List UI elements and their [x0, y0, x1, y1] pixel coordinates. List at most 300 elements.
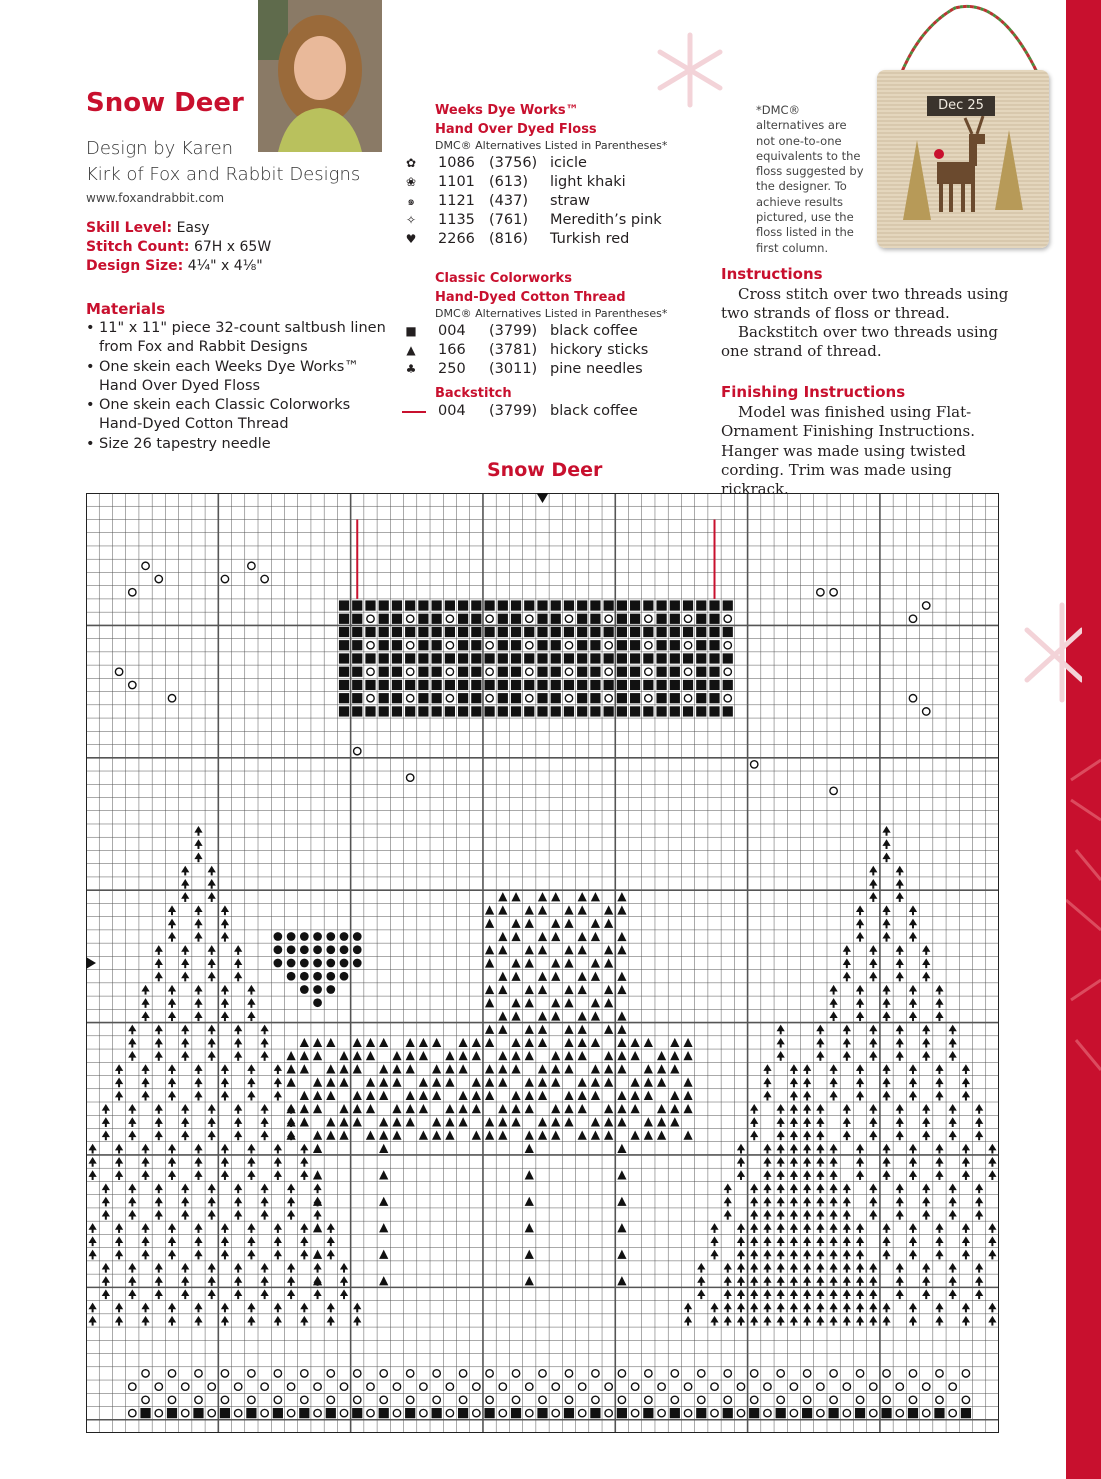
stitch-pine-needles	[899, 1294, 901, 1299]
stitch-pine-needles	[740, 1281, 742, 1286]
stitch-pine-needles	[952, 1122, 954, 1127]
stitch-pine-needles	[886, 1241, 888, 1246]
stitch-pine-needles	[250, 1241, 252, 1246]
stitch-pine-needles	[806, 1320, 808, 1325]
stitch-black-coffee	[445, 653, 455, 663]
stitch-black-coffee	[524, 680, 534, 690]
stitch-icicle	[737, 1409, 744, 1416]
stitch-icicle	[936, 1370, 943, 1377]
stitch-hickory-sticks	[617, 1038, 626, 1047]
stitch-pine-needles	[886, 937, 888, 942]
stitch-pine-needles	[197, 1069, 199, 1074]
stitch-pine-needles	[158, 1135, 160, 1140]
stitch-hickory-sticks	[485, 1078, 494, 1087]
stitch-icicle	[459, 1370, 466, 1377]
stitch-hickory-sticks	[326, 1130, 335, 1139]
stitch-icicle	[724, 668, 731, 675]
stitch-pine-needles	[952, 1281, 954, 1286]
stitch-black-coffee	[471, 680, 481, 690]
stitch-pine-needles	[912, 989, 914, 994]
stitch-pine-needles	[846, 950, 848, 955]
stitch-pine-needles	[714, 1241, 716, 1246]
stitch-black-coffee	[392, 680, 402, 690]
stitch-pine-needles	[330, 1254, 332, 1259]
stitch-hickory-sticks	[339, 1117, 348, 1126]
stitch-pine-needles	[118, 1307, 120, 1312]
stitch-pine-needles	[793, 1294, 795, 1299]
stitch-pine-needles	[118, 1082, 120, 1087]
stitch-pine-needles	[872, 1135, 874, 1140]
stitch-icicle	[446, 1383, 453, 1390]
stitch-pine-needles	[211, 1029, 213, 1034]
stitch-black-coffee	[498, 693, 508, 703]
stitch-black-coffee	[405, 600, 415, 610]
stitch-black-coffee	[352, 653, 362, 663]
stitch-pine-needles	[224, 1095, 226, 1100]
stitch-pine-needles	[833, 1016, 835, 1021]
stitch-black-coffee	[458, 600, 468, 610]
stitch-hickory-sticks	[326, 1064, 335, 1073]
stitch-pine-needles	[237, 976, 239, 981]
stitch-icicle	[711, 1383, 718, 1390]
stitch-icicle	[671, 1370, 678, 1377]
design-credit-line-1: Design by Karen	[86, 138, 234, 159]
merediths-pink-symbol-icon: ✧	[405, 213, 417, 227]
stitch-pine-needles	[197, 1241, 199, 1246]
stitch-hickory-sticks	[538, 985, 547, 994]
stitch-icicle	[287, 1383, 294, 1390]
stitch-pine-needles	[886, 989, 888, 994]
stitch-hickory-sticks	[644, 1078, 653, 1087]
stitch-black-coffee	[140, 1408, 150, 1418]
stitch-icicle	[367, 642, 374, 649]
stitch-black-coffee	[511, 640, 521, 650]
stitch-hickory-sticks	[591, 1078, 600, 1087]
stitch-pine-needles	[264, 1215, 266, 1220]
stitch-pine-needles	[886, 1175, 888, 1180]
stitch-icicle	[605, 668, 612, 675]
stitch-hickory-sticks	[485, 1117, 494, 1126]
stitch-pine-needles	[290, 1122, 292, 1127]
stitch-black-coffee	[458, 693, 468, 703]
skill-level	[86, 219, 210, 238]
stitch-icicle	[830, 1370, 837, 1377]
stitch-black-coffee	[590, 667, 600, 677]
stitch-black-coffee	[590, 693, 600, 703]
stitch-icicle	[155, 1409, 162, 1416]
stitch-hickory-sticks	[617, 932, 626, 941]
stitch-pine-needles	[211, 1056, 213, 1061]
stitch-black-coffee	[577, 693, 587, 703]
stitch-pine-needles	[899, 1281, 901, 1286]
stitch-pine-needles	[753, 1215, 755, 1220]
stitch-turkish-red	[353, 959, 362, 968]
stitch-hickory-sticks	[406, 1051, 415, 1060]
stitch-icicle	[195, 1396, 202, 1403]
stitch-hickory-sticks	[485, 1091, 494, 1100]
legend-dmc: (437)	[489, 193, 528, 209]
stitch-icicle	[817, 589, 824, 596]
stitch-turkish-red	[313, 998, 322, 1007]
stitch-pine-needles	[780, 1148, 782, 1153]
stitch-pine-needles	[145, 1069, 147, 1074]
stitch-hickory-sticks	[670, 1038, 679, 1047]
stitch-pine-needles	[224, 910, 226, 915]
stitch-icicle	[208, 1409, 215, 1416]
stitch-pine-needles	[700, 1268, 702, 1273]
stitch-pine-needles	[899, 870, 901, 875]
stitch-pine-needles	[766, 1162, 768, 1167]
stitch-pine-needles	[184, 1029, 186, 1034]
stitch-pine-needles	[766, 1320, 768, 1325]
stitch-pine-needles	[859, 1162, 861, 1167]
stitch-black-coffee	[365, 600, 375, 610]
stitch-black-coffee	[471, 693, 481, 703]
stitch-pine-needles	[303, 1254, 305, 1259]
stitch-icicle	[287, 1409, 294, 1416]
stitch-black-coffee	[709, 627, 719, 637]
stitch-hickory-sticks	[564, 1091, 573, 1100]
stitch-turkish-red	[287, 959, 296, 968]
list-item: • One skein each Classic Colorworks Hand-Dyed Cotton Thread	[86, 396, 386, 435]
stitch-pine-needles	[317, 1215, 319, 1220]
stitch-pine-needles	[925, 1281, 927, 1286]
stitch-hickory-sticks	[432, 1117, 441, 1126]
weeks-heading-line-2: Hand Over Dyed Floss	[435, 122, 597, 137]
stitch-hickory-sticks	[644, 1064, 653, 1073]
stitch-hickory-sticks	[406, 1038, 415, 1047]
stitch-black-coffee	[379, 1408, 389, 1418]
stitch-icicle	[221, 1396, 228, 1403]
stitch-pine-needles	[886, 1254, 888, 1259]
stitch-black-coffee	[418, 693, 428, 703]
stitch-pine-needles	[793, 1201, 795, 1206]
stitch-black-coffee	[352, 600, 362, 610]
stitch-pine-needles	[197, 1307, 199, 1312]
stitch-black-coffee	[392, 600, 402, 610]
stitch-icicle	[645, 668, 652, 675]
stitch-icicle	[684, 642, 691, 649]
stitch-pine-needles	[740, 1148, 742, 1153]
stitch-pine-needles	[833, 1188, 835, 1193]
stitch-black-coffee	[471, 600, 481, 610]
stitch-icicle	[367, 668, 374, 675]
stitch-icicle	[605, 615, 612, 622]
stitch-pine-needles	[859, 910, 861, 915]
stitch-pine-needles	[899, 1056, 901, 1061]
stitch-hickory-sticks	[591, 932, 600, 941]
stitch-hickory-sticks	[326, 1038, 335, 1047]
stitch-icicle	[129, 681, 136, 688]
finishing-heading: Finishing Instructions	[721, 383, 906, 401]
stitch-hickory-sticks	[604, 1051, 613, 1060]
legend-dmc: (816)	[489, 231, 528, 247]
stitch-hickory-sticks	[617, 1104, 626, 1113]
stitch-black-coffee	[643, 706, 653, 716]
stitch-black-coffee	[802, 1408, 812, 1418]
stitch-pine-needles	[925, 1294, 927, 1299]
stitch-black-coffee	[524, 706, 534, 716]
stitch-hickory-sticks	[339, 1104, 348, 1113]
stitch-hickory-sticks	[578, 1104, 587, 1113]
stitch-pine-needles	[237, 1029, 239, 1034]
list-item: • 11" x 11" piece 32-count saltbush linen from Fox and Rabbit Designs	[86, 319, 386, 358]
stitch-pine-needles	[158, 1215, 160, 1220]
stitch-pine-needles	[806, 1281, 808, 1286]
stitch-black-coffee	[458, 680, 468, 690]
stitch-icicle	[367, 1409, 374, 1416]
stitch-pine-needles	[118, 1241, 120, 1246]
stitch-pine-needles	[224, 1254, 226, 1259]
stitch-pine-needles	[833, 1294, 835, 1299]
stitch-hickory-sticks	[683, 1038, 692, 1047]
stitch-hickory-sticks	[472, 1038, 481, 1047]
stitch-pine-needles	[714, 1228, 716, 1233]
stitch-black-coffee	[405, 1408, 415, 1418]
stitch-pine-needles	[833, 1254, 835, 1259]
stitch-pine-needles	[846, 1254, 848, 1259]
stitch-black-coffee	[590, 706, 600, 716]
stitch-pine-needles	[938, 1241, 940, 1246]
stitch-hickory-sticks	[445, 1104, 454, 1113]
stitch-turkish-red	[340, 945, 349, 954]
stitch-pine-needles	[806, 1188, 808, 1193]
stitch-pine-needles	[833, 1307, 835, 1312]
stitch-icicle	[406, 1396, 413, 1403]
stitch-pine-needles	[806, 1294, 808, 1299]
stitch-pine-needles	[290, 1215, 292, 1220]
stitch-pine-needles	[727, 1294, 729, 1299]
stitch-black-coffee	[432, 640, 442, 650]
stitch-hickory-sticks	[617, 892, 626, 901]
stitch-icicle	[486, 642, 493, 649]
stitch-pine-needles	[264, 1122, 266, 1127]
stitch-hickory-sticks	[591, 998, 600, 1007]
legend-dmc: (613)	[489, 174, 528, 190]
stitch-hickory-sticks	[564, 985, 573, 994]
stitch-hickory-sticks	[591, 958, 600, 967]
stitch-black-coffee	[564, 653, 574, 663]
stitch-black-coffee	[537, 640, 547, 650]
stitch-pine-needles	[952, 1042, 954, 1047]
stitch-black-coffee	[537, 600, 547, 610]
stitch-hickory-sticks	[525, 1130, 534, 1139]
stitch-hickory-sticks	[353, 1064, 362, 1073]
stitch-pine-needles	[211, 1188, 213, 1193]
stitch-pine-needles	[330, 1228, 332, 1233]
stitch-hickory-sticks	[551, 958, 560, 967]
stitch-pine-needles	[197, 857, 199, 862]
stitch-icicle	[605, 1409, 612, 1416]
legend-code: 1121	[438, 193, 475, 209]
stitch-pine-needles	[872, 1042, 874, 1047]
stitch-icicle	[115, 668, 122, 675]
legend-color-name: icicle	[550, 155, 587, 171]
stitch-black-coffee	[484, 706, 494, 716]
stitch-black-coffee	[590, 627, 600, 637]
stitch-hickory-sticks	[353, 1104, 362, 1113]
stitch-pine-needles	[833, 1162, 835, 1167]
stitch-black-coffee	[537, 706, 547, 716]
legend-color-name: Meredith’s pink	[550, 212, 662, 228]
stitch-hickory-sticks	[525, 1038, 534, 1047]
stitch-black-coffee	[709, 680, 719, 690]
stitch-icicle	[142, 562, 149, 569]
stitch-hickory-sticks	[657, 1130, 666, 1139]
stitch-pine-needles	[264, 1201, 266, 1206]
stitch-hickory-sticks	[485, 919, 494, 928]
stitch-pine-needles	[317, 1268, 319, 1273]
stitch-pine-needles	[197, 1148, 199, 1153]
stitch-pine-needles	[912, 1082, 914, 1087]
stitch-hickory-sticks	[419, 1038, 428, 1047]
stitch-pine-needles	[846, 1294, 848, 1299]
stitch-icicle	[856, 1370, 863, 1377]
stitch-pine-needles	[224, 1069, 226, 1074]
stitch-turkish-red	[340, 972, 349, 981]
stitch-turkish-red	[287, 945, 296, 954]
stitch-pine-needles	[806, 1095, 808, 1100]
stitch-black-coffee	[458, 667, 468, 677]
stitch-pine-needles	[912, 1069, 914, 1074]
stitch-hickory-sticks	[617, 1197, 626, 1206]
stitch-hickory-sticks	[657, 1078, 666, 1087]
stitch-black-coffee	[590, 640, 600, 650]
stitch-pine-needles	[118, 1069, 120, 1074]
stitch-icicle	[645, 695, 652, 702]
stitch-black-coffee	[683, 706, 693, 716]
stitch-pine-needles	[131, 1215, 133, 1220]
stitch-hickory-sticks	[392, 1064, 401, 1073]
stitch-black-coffee	[683, 600, 693, 610]
classic-subheading: DMC® Alternatives Listed in Parentheses*	[435, 307, 668, 320]
stitch-pine-needles	[938, 1254, 940, 1259]
stitch-pine-needles	[250, 1082, 252, 1087]
stitch-black-coffee	[511, 614, 521, 624]
stitch-black-coffee	[537, 1408, 547, 1418]
stitch-black-coffee	[670, 1408, 680, 1418]
stitch-hickory-sticks	[498, 932, 507, 941]
stitch-pine-needles	[184, 1281, 186, 1286]
stitch-black-coffee	[432, 600, 442, 610]
stitch-pine-needles	[184, 1294, 186, 1299]
stitch-icicle	[618, 1396, 625, 1403]
stitch-hickory-sticks	[432, 1038, 441, 1047]
stitch-pine-needles	[753, 1307, 755, 1312]
stitch-pine-needles	[250, 1095, 252, 1100]
stitch-icicle	[433, 1370, 440, 1377]
stitch-pine-needles	[806, 1241, 808, 1246]
stitch-pine-needles	[92, 1241, 94, 1246]
stitch-pine-needles	[846, 1320, 848, 1325]
stitch-pine-needles	[806, 1122, 808, 1127]
designer-photo	[258, 0, 382, 152]
stitch-pine-needles	[197, 989, 199, 994]
website-link[interactable]: www.foxandrabbit.com	[86, 191, 225, 205]
stitch-pine-needles	[780, 1056, 782, 1061]
stitch-black-coffee	[577, 667, 587, 677]
stitch-black-coffee	[471, 614, 481, 624]
stitch-hickory-sticks	[617, 1091, 626, 1100]
stitch-icicle	[248, 1370, 255, 1377]
stitch-pine-needles	[912, 1241, 914, 1246]
stitch-hickory-sticks	[379, 1170, 388, 1179]
stitch-hickory-sticks	[538, 1117, 547, 1126]
instructions-heading: Instructions	[721, 265, 823, 283]
stitch-pine-needles	[264, 1029, 266, 1034]
stitch-pine-needles	[224, 1175, 226, 1180]
stitch-pine-needles	[250, 1069, 252, 1074]
stitch-pine-needles	[211, 1294, 213, 1299]
stitch-hickory-sticks	[525, 998, 534, 1007]
stitch-pine-needles	[806, 1268, 808, 1273]
snowflake-icon	[1022, 600, 1082, 710]
stitch-black-coffee	[577, 627, 587, 637]
stitch-pine-needles	[211, 884, 213, 889]
stitch-pine-needles	[264, 1109, 266, 1114]
stitch-black-coffee	[564, 627, 574, 637]
stitch-pine-needles	[171, 923, 173, 928]
stitch-pine-needles	[303, 1162, 305, 1167]
stitch-pine-needles	[819, 1135, 821, 1140]
stitch-icicle	[724, 642, 731, 649]
stitch-black-coffee	[537, 614, 547, 624]
stitch-pine-needles	[925, 1188, 927, 1193]
stitch-pine-needles	[952, 1294, 954, 1299]
stitch-pine-needles	[872, 1122, 874, 1127]
stitch-icicle	[486, 695, 493, 702]
stitch-pine-needles	[925, 963, 927, 968]
stitch-hickory-sticks	[525, 1276, 534, 1285]
stitch-hickory-sticks	[286, 1064, 295, 1073]
stitch-pine-needles	[886, 831, 888, 836]
stitch-icicle	[751, 1396, 758, 1403]
stitch-pine-needles	[846, 1281, 848, 1286]
stitch-black-coffee	[458, 627, 468, 637]
stitch-pine-needles	[343, 1294, 345, 1299]
stitch-pine-needles	[171, 1003, 173, 1008]
stitch-pine-needles	[925, 1042, 927, 1047]
stitch-pine-needles	[224, 1016, 226, 1021]
stitch-black-coffee	[749, 1408, 759, 1418]
stitch-icicle	[671, 1396, 678, 1403]
stitch-turkish-red	[273, 945, 282, 954]
stitch-hickory-sticks	[379, 1197, 388, 1206]
stitch-icicle	[790, 1383, 797, 1390]
stitch-icicle	[711, 1409, 718, 1416]
stitch-pine-needles	[197, 1320, 199, 1325]
stitch-pine-needles	[158, 1188, 160, 1193]
stitch-pine-needles	[118, 1148, 120, 1153]
stitch-pine-needles	[872, 1188, 874, 1193]
stitch-pine-needles	[753, 1109, 755, 1114]
stitch-pine-needles	[793, 1254, 795, 1259]
stitch-pine-needles	[965, 1175, 967, 1180]
stitch-pine-needles	[938, 1162, 940, 1167]
stitch-icicle	[406, 774, 413, 781]
stitch-pine-needles	[145, 1095, 147, 1100]
stitch-hickory-sticks	[300, 1038, 309, 1047]
stitch-hickory-sticks	[564, 1051, 573, 1060]
stitch-pine-needles	[912, 1320, 914, 1325]
stitch-hickory-sticks	[551, 998, 560, 1007]
legend-code: 004	[438, 403, 466, 419]
stitch-black-coffee	[617, 706, 627, 716]
stitch-hickory-sticks	[445, 1130, 454, 1139]
stitch-pine-needles	[925, 1109, 927, 1114]
stitch-icicle	[645, 1370, 652, 1377]
stitch-pine-needles	[303, 1175, 305, 1180]
